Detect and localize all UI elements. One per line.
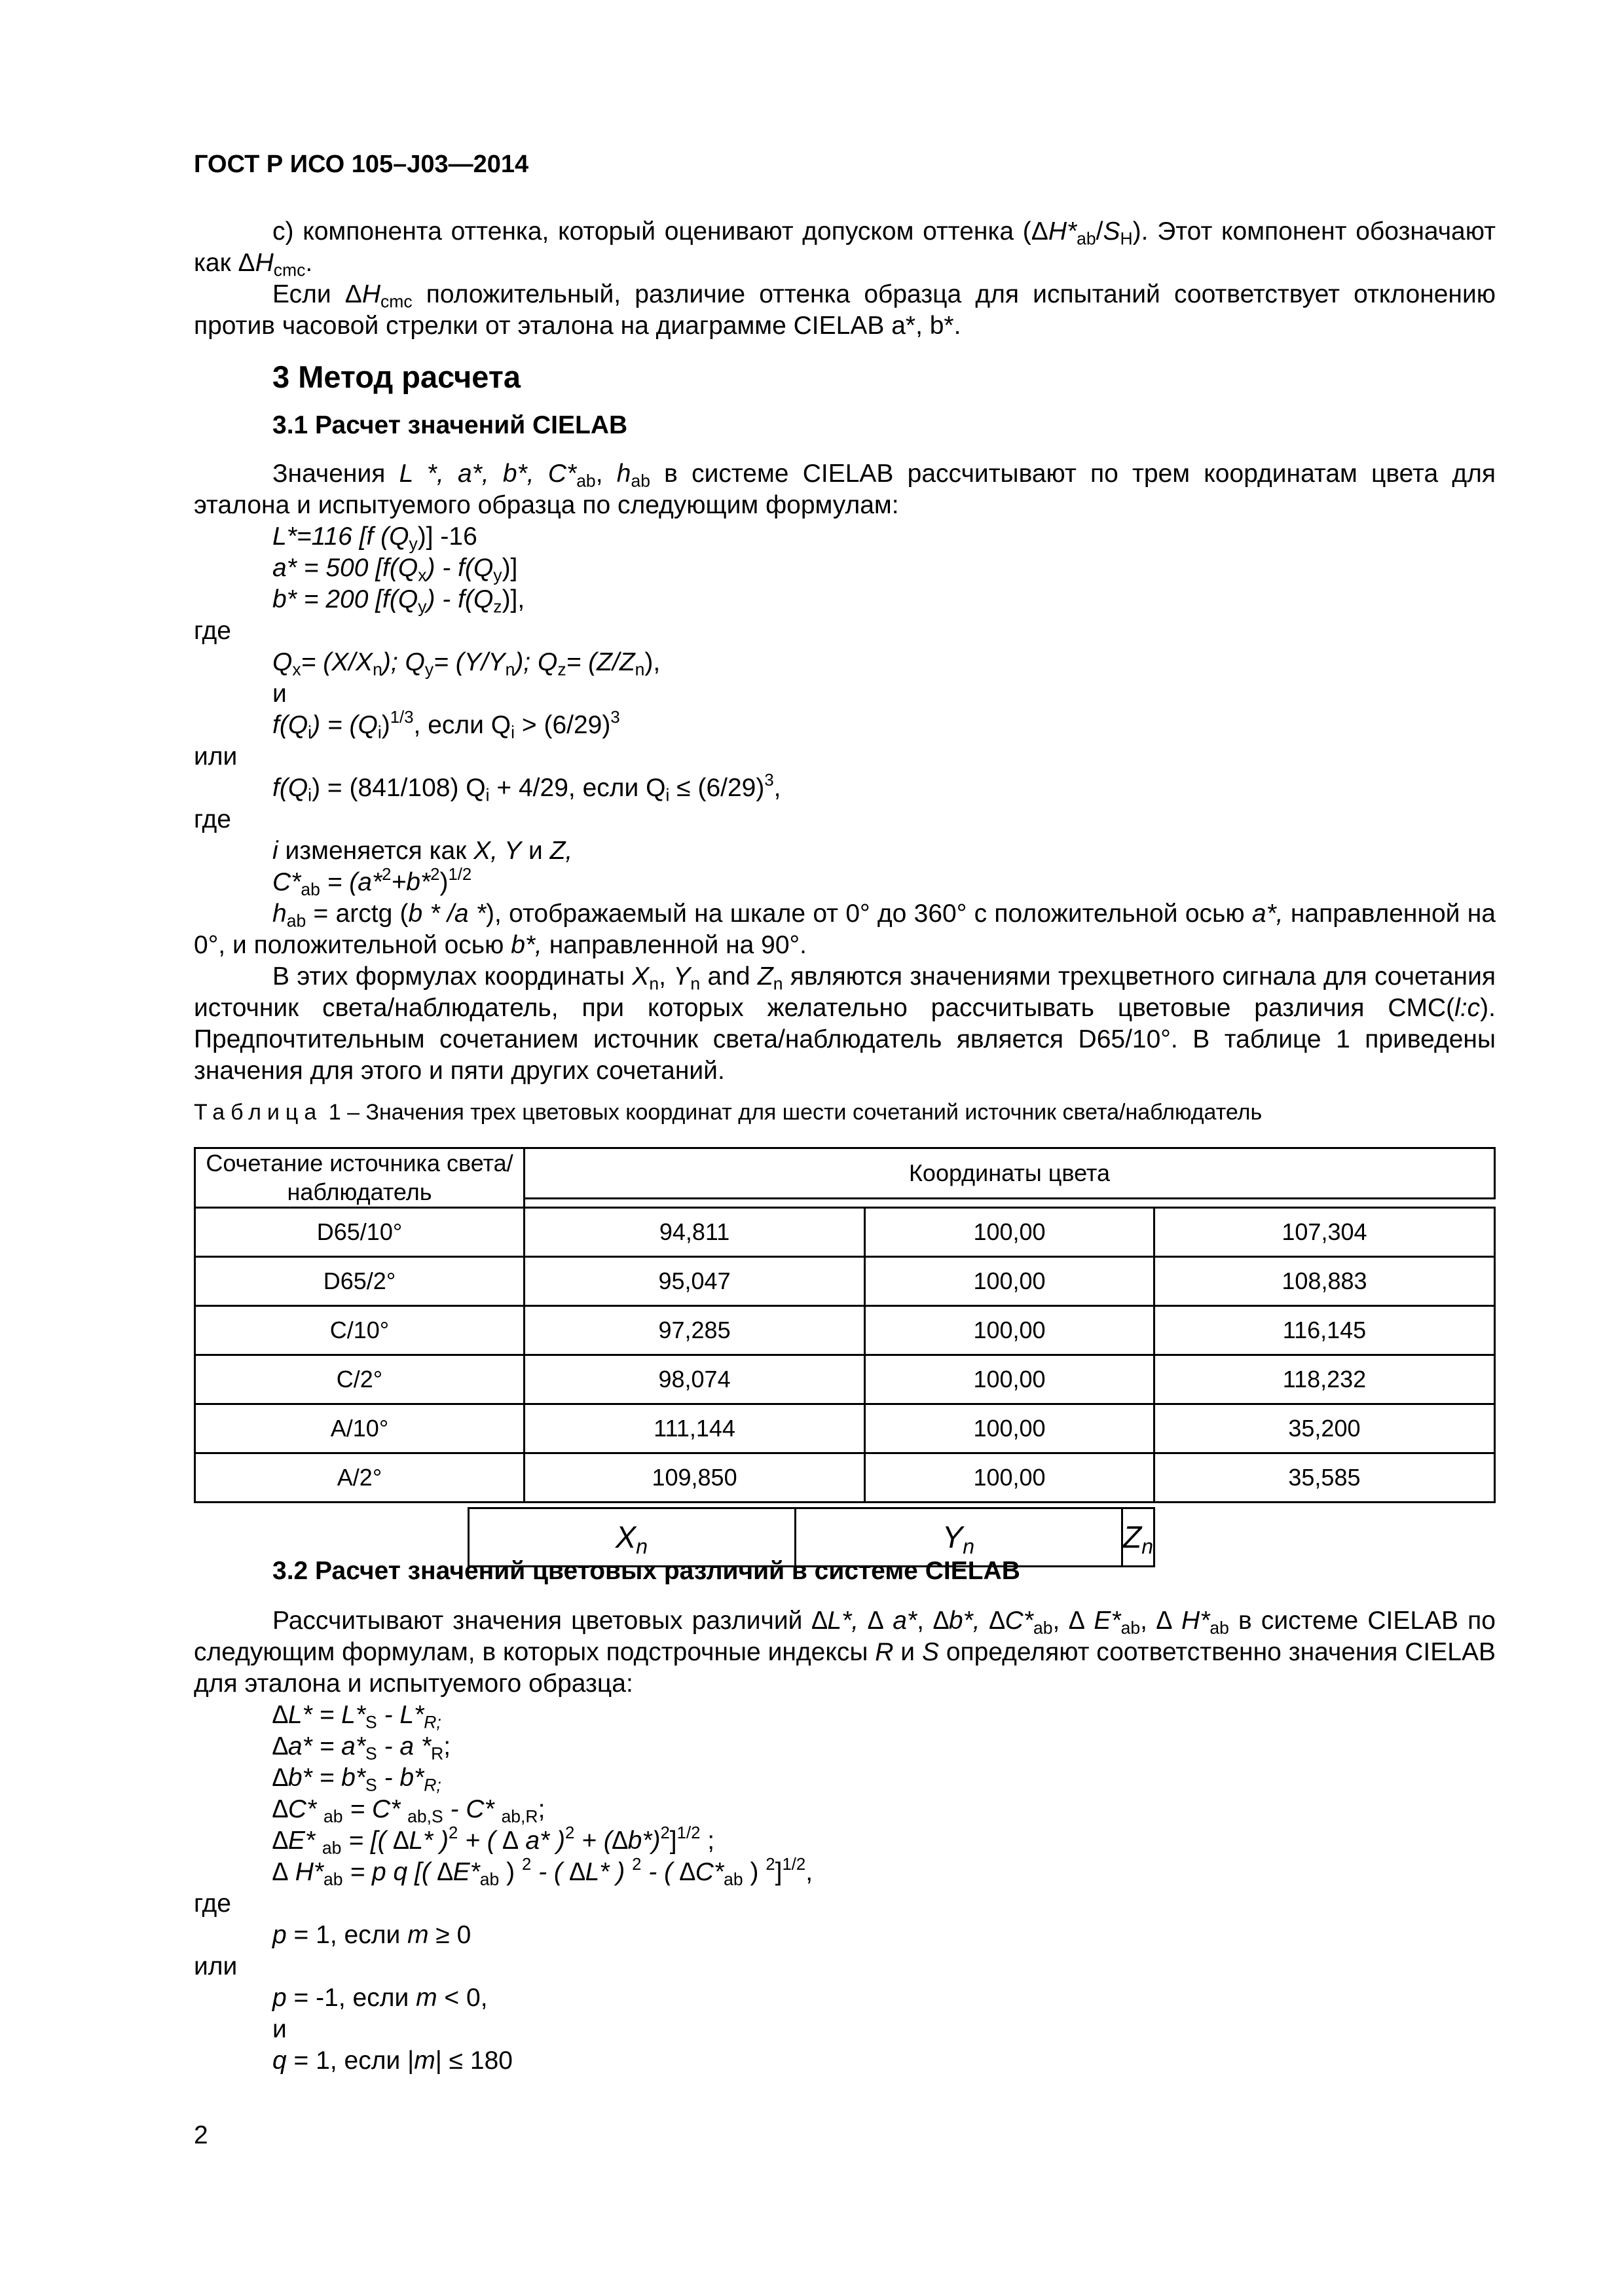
table-header-zn: $Z_n$ bbox=[1122, 1508, 1154, 1566]
paragraph-tristimulus: В этих формулах координаты $X_n$, $Y_n$ and $Z_n$ являются значениями трехцветного сигнала для сочетания источник света/наблюдатель, при которых желательно рассчитывать цветовые различия CMC(l:c). Предпочтительным сочетанием источник света/наблюдатель является D65/10°. В таблице 1 приведены значения для этого и пяти других сочетаний. bbox=[194, 962, 1496, 1085]
table-cell: 118,232 bbox=[1154, 1355, 1494, 1404]
table-row bbox=[195, 1453, 1495, 1503]
label-or-1: или bbox=[194, 742, 238, 771]
section-3-1-title: 3.1 Расчет значений CIELAB bbox=[272, 411, 628, 439]
table-cell: 98,074 bbox=[525, 1355, 865, 1404]
label-and-2: и bbox=[272, 2015, 287, 2043]
formula-fq-1: $f(Q_i) = (Q_i)^{1/3}$, если $Q_i > (6/29)^3$ bbox=[272, 708, 620, 742]
table-cell: 108,883 bbox=[1154, 1257, 1494, 1306]
table-header-coordinates: Координаты цвета bbox=[525, 1148, 1495, 1199]
table-cell: 100,00 bbox=[865, 1355, 1154, 1404]
table-cell: 116,145 bbox=[1154, 1306, 1494, 1355]
table-row bbox=[195, 1257, 1495, 1306]
paragraph-color-differences: Рассчитывают значения цветовых различий ∆L*, ∆ a*, ∆b*, $\Delta C*_{ab}$, ∆ $E*_{ab}$, ∆ $H*_{ab}$ в системе CIELAB по следующим формулам, в которых подстрочные индексы R и S определяют соответственно значения CIELAB для эталона и испытуемого образца: bbox=[194, 1607, 1496, 1698]
label-or-2: или bbox=[194, 1952, 238, 1980]
label-where-1: где bbox=[194, 617, 231, 645]
formula-i-desc: i изменяется как X, Y и Z, bbox=[272, 837, 573, 865]
table-header-xn: $X_n$ bbox=[468, 1508, 795, 1566]
table-cell: 94,811 bbox=[525, 1208, 865, 1257]
formula-p-negative: p = -1, если m < 0, bbox=[272, 1984, 488, 2012]
section-3-2-title: 3.2 Расчет значений цветовых различий в системе CIELAB bbox=[272, 1557, 1020, 1585]
formula-delta-E: ∆E* $_{ab}$ = [( ∆L* )$^2$ + ( ∆ a* )$^2 + (\Delta b*)^2]^{1/2}$ ; bbox=[272, 1824, 715, 1858]
formula-delta-L: $\Delta L* = L*_S - L*_{R;}$ bbox=[272, 1701, 441, 1732]
table-cell: A/10° bbox=[195, 1404, 525, 1453]
document-header: ГОСТ Р ИСО 105–J03—2014 bbox=[194, 151, 529, 178]
formula-delta-C: ∆C* $_{ab}$ = C* $_{ab,S}$ - C* $_{ab,R}$; bbox=[272, 1795, 545, 1827]
table-cell: 107,304 bbox=[1154, 1208, 1494, 1257]
table-header-yn: $Y_n$ bbox=[795, 1508, 1122, 1566]
table-cell: 111,144 bbox=[525, 1404, 865, 1453]
table-cell: 100,00 bbox=[865, 1257, 1154, 1306]
paragraph-cielab-values: Значения L *, a*, b*, $C*_{ab}$, $h_{ab}$ в системе CIELAB рассчитывают по трем координатам цвета для эталона и испытуемого образца по следующим формулам: bbox=[194, 460, 1496, 519]
formula-delta-b: $\Delta b* = b*_S - b*_{R;}$ bbox=[272, 1764, 441, 1795]
table-cell: D65/10° bbox=[195, 1208, 525, 1257]
table-row bbox=[195, 1306, 1495, 1355]
table-cell: 95,047 bbox=[525, 1257, 865, 1306]
label-where-3: где bbox=[194, 1889, 231, 1918]
formula-fq-2: $f(Q_i) = (841/108) Q_i + 4/29$, если $Q_i \le (6/29)^3$, bbox=[272, 771, 781, 805]
table-cell: 100,00 bbox=[865, 1453, 1154, 1503]
table-cell: 100,00 bbox=[865, 1208, 1154, 1257]
table-row bbox=[195, 1404, 1495, 1453]
table-row bbox=[195, 1355, 1495, 1404]
section-3-title: 3 Метод расчета bbox=[272, 359, 521, 394]
table-cell: 97,285 bbox=[525, 1306, 865, 1355]
table-header-combination: Сочетание источника света/наблюдатель bbox=[195, 1148, 525, 1208]
label-and-1: и bbox=[272, 680, 287, 708]
label-where-2: где bbox=[194, 805, 231, 833]
formula-p-positive: p = 1, если m ≥ 0 bbox=[272, 1921, 471, 1949]
table-cell: 100,00 bbox=[865, 1404, 1154, 1453]
table-cell: 35,200 bbox=[1154, 1404, 1494, 1453]
formula-delta-H: ∆ $H*_{ab} = p$ q [( $\Delta E*_{ab}$ ) $^2$ - ( ∆L* ) $^2$ - ( $\Delta C*_{ab}$ ) $^2$]$^{1/2}$, bbox=[272, 1855, 813, 1889]
table-cell: C/2° bbox=[195, 1355, 525, 1404]
table-cell: D65/2° bbox=[195, 1257, 525, 1306]
table-caption: Таблица 1 – Значения трех цветовых координат для шести сочетаний источник света/наблюдатель bbox=[194, 1100, 1263, 1125]
formula-hab: $h_{ab}$ = arctg (b * /a *), отображаемый на шкале от 0° до 360° с положительной осью a*, направленной на 0°, и положительной осью b*, направленной на 90°. bbox=[194, 900, 1496, 959]
coordinates-table bbox=[194, 1147, 1496, 1558]
table-row bbox=[195, 1208, 1495, 1257]
formula-L: L*=116 [f $(Q_y)$] -16 bbox=[272, 522, 477, 554]
formula-q: $Q_x= (X/X_n)$; $Q_y= (Y/Y_n)$; $Q_z= (Z/Z_n)$, bbox=[272, 648, 661, 680]
formula-q-value: q = 1, если |m| ≤ 180 bbox=[272, 2047, 513, 2075]
table-cell: 109,850 bbox=[525, 1453, 865, 1503]
paragraph-hue-component: c) компонента оттенка, который оценивают допуском оттенка $(\Delta H*_{ab}/S_H)$. Этот компонент обозначают как $\Delta H_{cmc}$. bbox=[194, 217, 1496, 280]
page-number: 2 bbox=[194, 2121, 208, 2149]
paragraph-hue-sign: Если $\Delta H_{cmc}$ положительный, различие оттенка образца для испытаний соответствует отклонению против часовой стрелки от эталона на диаграмме CIELAB a*, b*. bbox=[194, 280, 1496, 340]
formula-b: b* = 200 $[f(Q_y) - f(Q_z)]$, bbox=[272, 585, 525, 617]
table-cell: C/10° bbox=[195, 1306, 525, 1355]
table-cell: 35,585 bbox=[1154, 1453, 1494, 1503]
table-cell: 100,00 bbox=[865, 1306, 1154, 1355]
formula-a: a* = 500 $[f(Q_x) - f(Q_y)]$ bbox=[272, 554, 518, 585]
table-cell: A/2° bbox=[195, 1453, 525, 1503]
formula-delta-a: $\Delta a* = a*_S - a$ $*_R$; bbox=[272, 1732, 451, 1764]
formula-cab: $C*_{ab} = (a*^2+b*^2)^{1/2}$ bbox=[272, 866, 472, 900]
